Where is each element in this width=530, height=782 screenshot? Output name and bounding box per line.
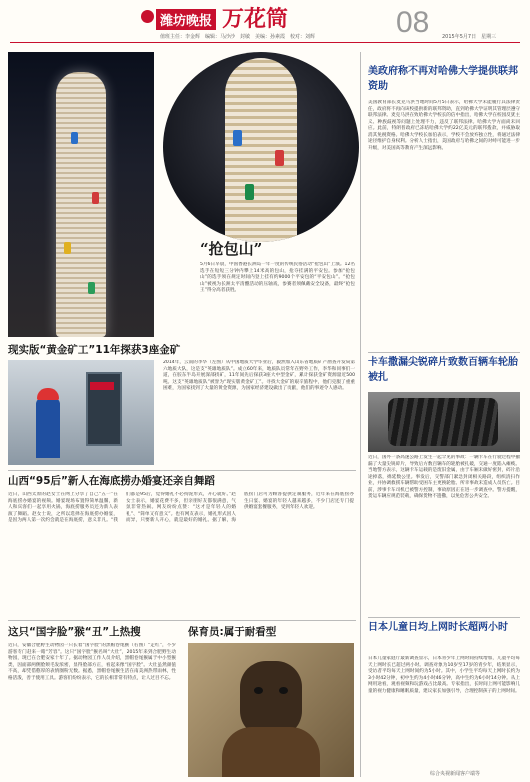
bun-tower-shape [56,72,106,337]
sidebar-article2-title: 卡车撒漏尖锐碎片致数百辆车轮胎被扎 [368,357,518,383]
article2-title: 山西“95后”新人在海底捞办婚宴还亲自舞蹈 [8,475,215,487]
tire-photo [368,392,520,452]
climber-figure [233,130,242,146]
feature-title: “抢包山” [200,240,263,258]
masthead-rule [10,42,520,43]
section-title: 万花筒 [222,6,289,32]
editor-line: 值班主任：李金辉 编辑：马沙沙 封敏 美编：孙素霞 校对：刘辉 [160,34,316,40]
bun-tower-photo-circle [163,52,359,242]
drill-label [90,382,114,390]
climber-figure [245,184,254,200]
article2-body: 近日，山西太原的赵女士在网上分享了自己“五一”在海底捞办婚宴的视频。婚宴现场布置得简单温馨，新人和宾客们一起享用火锅，海底捞服务员还为新人表演了舞蹈。赵女士说，之所以选择在海底捞办婚宴，是因为两人第一次约会就是在海底捞，意义非凡。“我们都是95后，觉得婚礼不必拘泥形式，开心就好。”赵女士表示，婚宴花费不多，但亲朋好友都很满意，气氛非常热闹。网友纷纷点赞：“这才是年轻人的婚礼”、“简单又有意义”。也有网友表示，婚礼形式因人而异，只要新人开心，就是最好的婚礼。据了解，海底捞门店可为顾客提供定制服务，近年来在海底捞办生日宴、婚宴的年轻人越来越多，不少门店还专门提供婚宴套餐服务，受到年轻人欢迎。 [8,492,354,523]
monkey-photo [188,643,354,777]
sidebar-article1-body: 美国教育部长麦克马洪当地时间5月5日表示，哈佛大学未能履行其法律责任，政府将不再向该校提供新的联邦资助，直到哈佛大学证明其管理层遵守联邦法律。麦克马洪在致哈佛大学校长的信中指出，哈佛大学在校园反犹主义、种族歧视等问题上处理不力，违反了联邦法律。哈佛大学方面尚未回应。此前，特朗普政府已冻结哈佛大学约22亿美元的联邦拨款，并威胁取消其免税资格。哈佛大学校长加伯表示，学校不会放弃独立性，将通过法律途径维护自身权利。分析人士指出，美国政府与哈佛之间的对峙可能进一步升级，对美国高等教育产生深远影响。 [368,100,520,151]
climber-figure [71,132,78,144]
paper-logo-icon [141,10,154,23]
monkey-eye [254,687,263,694]
sidebar-article2-body: 近日，国外一条高速公路上发生一起罕见的事故：一辆卡车在行驶过程中撒漏了大量尖锐碎片，导致后方数百辆车的轮胎被扎破，交通一度陷入瘫痪。当地警方表示，这辆卡车运载的是废旧金属，由于车厢未做好密封，碎片沿途掉落，绵延数公里。事发后，交警部门紧急封闭相关路段，组织清扫作业，并协调救援车辆帮助受困车主更换轮胎。所幸事故未造成人员伤亡。目前，涉事卡车司机已被警方控制，事故原因正在进一步调查中。警方提醒，货运车辆应规范装载，确保货物不遗撒，以免危害公共安全。 [368,455,520,499]
climber-figure [88,282,95,294]
sidebar-article3-body: 日本儿童家庭厅最新调查显示，日本青少年上网时间持续增加，儿童平均每天上网时长已超过两小时。调查对象为10岁至17岁的青少年，结果显示，受访者平均每天上网时间约为5小时。其中，小学生平均每天上网时长约为3小时42分钟，初中生约为4小时46分钟，高中生约为6小时14分钟。从上网用途看，观看视频和玩游戏占比最高。专家指出，长时间上网可能影响儿童的视力健康和睡眠质量，建议家长加强引导，合理控制孩子的上网时间。 [368,656,520,694]
paper-name: 潍坊晚报 [156,9,216,30]
climber-figure [92,192,99,204]
monkey-eye [279,687,288,694]
divider [368,352,520,353]
article1-title: 现实版“黄金矿工”11年探获3座金矿 [8,344,181,356]
sidebar-article1-title: 美政府称不再对哈佛大学提供联邦资助 [368,66,518,92]
hard-hat-icon [37,388,59,400]
article3-body: 近日，安徽合肥野生动物园一只长着“国字脸”的黑帽卷尾猴（右图）“走红”，不少游客专门赶来一睹“芳容”。这只“国字脸”猴名叫“大壮”，2015年来到合肥野生动物园，现已在合肥安家十年了。据动物园工作人员介绍，黑帽卷尾猴属于中小型猴类，因面部两侧脸颊毛发浓密，显得脸部方正，看起来像“国字脸”。大壮虽然颜值不高，却凭借憨厚的表情圈粉无数。据悉，黑帽卷尾猴生活在南美洲热带雨林，性格活泼，善于使用工具。游客们纷纷表示，它的长相非常有特点，让人过目不忘。 [8,643,176,681]
monkey-face [240,661,302,737]
bun-tower-photo-large [8,52,154,337]
footer-credit: 综合央视新闻客户端等 [430,771,481,777]
worker-figure [36,398,60,458]
article1-body: 2014年，云南的李华（左图）从中国地质大学毕业后，毅然加入山东省地质矿产勘查开发局第六地质大队，这是支“英雄地质队”。成立60年来，地质队员常年在野外工作，李华和同事们一道，在胶东半岛开展深部找矿，11年间先后探获3座大中型金矿，累计探获金矿资源量近500吨。这支“英雄地质队”被誉为“现实版黄金矿工”。寻找大金矿的艰辛旅程中，他们克服了重重困难，为国家找到了大量的黄金资源，为国家经济建设做出了贡献，他们的事迹令人感动。 [163,360,355,391]
sidebar-article3-title: 日本儿童日均上网时长超两小时 [368,622,508,633]
tire-shape [388,398,498,446]
bun-tower-closeup [225,58,297,242]
divider [8,620,356,621]
page-number: 08 [396,6,430,39]
article3-title: 这只“国字脸”猴“丑”上热搜 [8,626,141,638]
miner-photo [8,360,154,465]
edition-date: 2015年5月7日 星期三 [442,34,497,40]
monkey-body [222,727,320,777]
masthead [0,0,530,46]
feature-caption: 5月6日早晨，中国香港长洲岛一年一度的传统民俗活动“抢包山”上演。12名选手在短短三分钟内攀上14米高的包山，抢夺挂满的平安包。参加“抢包山”的选手须在规定时间内登上挂有约9000个平安包的“平安包山”。“抢包山”被视为长洲太平清醮活动的压轴戏，参赛者须佩戴安全设备，最终“抢包王”得分高者获胜。 [200,262,355,293]
divider [8,470,356,471]
column-divider [360,52,361,777]
climber-figure [275,150,284,166]
divider [368,617,520,618]
climber-figure [64,242,71,254]
photo-title: 保育员:属于耐看型 [188,626,277,638]
